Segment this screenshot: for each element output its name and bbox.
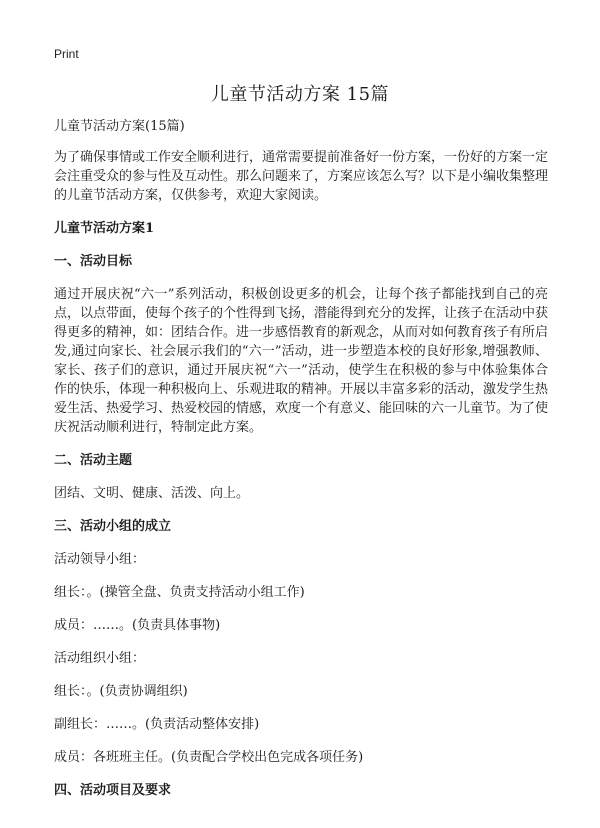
document-content bbox=[54, 117, 548, 814]
section-heading-theme: 二、活动主题 bbox=[54, 453, 133, 468]
team-line: 组长：。(负责协调组织) bbox=[54, 684, 188, 699]
team-line: 副组长：……。(负责活动整体安排) bbox=[54, 717, 260, 732]
article-heading: 儿童节活动方案1 bbox=[54, 221, 155, 236]
print-label[interactable]: Print bbox=[54, 47, 79, 61]
section-heading-goal: 一、活动目标 bbox=[54, 254, 133, 269]
intro-paragraph: 为了确保事情或工作安全顺利进行，通常需要提前准备好一份方案，一份好的方案一定会注重受众的参与性及互动性。那么问题来了，方案应该怎么写？以下是小编收集整理的儿童节活动方案，仅供参考，欢迎大家阅读。 bbox=[54, 150, 549, 203]
section-heading-projects: 四、活动项目及要求 bbox=[54, 783, 172, 798]
document-subtitle: 儿童节活动方案(15篇) bbox=[54, 119, 185, 134]
team-line: 成员：……。(负责具体事物) bbox=[54, 618, 221, 633]
document-title: 儿童节活动方案 15篇 bbox=[210, 84, 390, 105]
section-heading-team: 三、活动小组的成立 bbox=[54, 519, 172, 534]
team-line: 活动领导小组： bbox=[54, 552, 146, 567]
theme-text: 团结、文明、健康、活泼、向上。 bbox=[54, 486, 250, 501]
team-line: 活动组织小组： bbox=[54, 651, 146, 666]
team-line: 组长：。(操管全盘、负责支持活动小组工作) bbox=[54, 585, 305, 600]
team-line: 成员：各班班主任。(负责配合学校出色完成各项任务) bbox=[54, 750, 364, 765]
goal-paragraph: 通过开展庆祝“六一”系列活动，积极创设更多的机会，让每个孩子都能找到自己的亮点，以点带面，使每个孩子的个性得到飞扬，潜能得到充分的发挥，让孩子在活动中获得更多的精神，如：团结合作。进一步感悟教育的新观念，从而对如何教育孩子有所启发,通过向家长、社会展示我们的“六一”活动，进一步塑造本校的良好形象,增强教师、家长、孩子们的意识，通过开展庆祝“六一”活动，使学生在积极的参与中体验集体合作的快乐，体现一种积极向上、乐观进取的精神。开展以丰富多彩的活动，激发学生热爱生活、热爱学习、热爱校园的情感，欢度一个有意义、能回味的六一儿童节。为了使庆祝活动顺利进行，特制定此方案。 bbox=[54, 287, 549, 435]
